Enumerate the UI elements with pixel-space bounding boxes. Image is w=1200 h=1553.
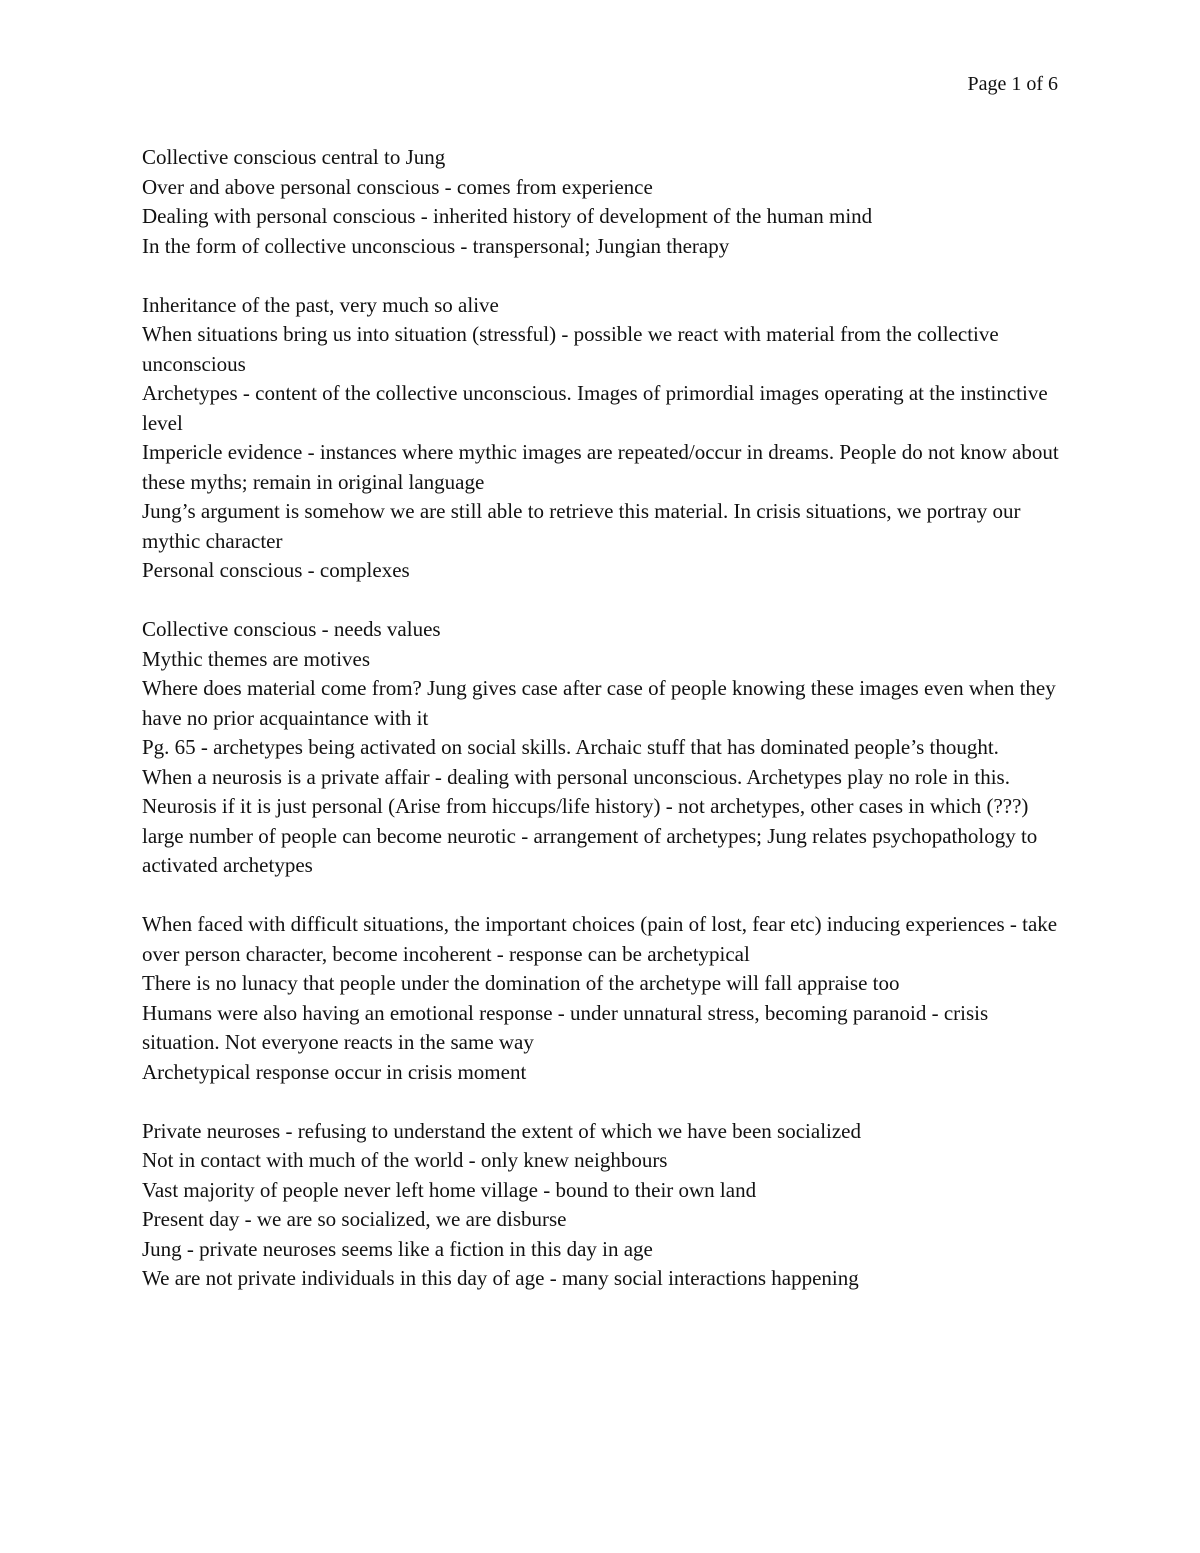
text-line: Impericle evidence - instances where mythic images are repeated/occur in dreams. People do not know about these myths; remain in original language (142, 440, 1059, 494)
text-line: Collective conscious central to Jung (142, 145, 446, 169)
text-line: Collective conscious - needs values (142, 617, 441, 641)
text-line: Jung’s argument is somehow we are still able to retrieve this material. In crisis situations, we portray our mythic character (142, 499, 1021, 553)
text-line: Where does material come from? Jung gives case after case of people knowing these images even when they have no prior acquaintance with it (142, 676, 1056, 730)
page-number: Page 1 of 6 (967, 73, 1058, 95)
text-line: Dealing with personal conscious - inherited history of development of the human mind (142, 204, 873, 228)
text-line: Private neuroses - refusing to understand the extent of which we have been socialized (142, 1118, 862, 1143)
text-line: We are not private individuals in this day of age - many social interactions happening (142, 1266, 859, 1290)
text-line: In the form of collective unconscious - transpersonal; Jungian therapy (142, 233, 730, 258)
text-line: Not in contact with much of the world - only knew neighbours (142, 1148, 668, 1172)
text-line: Present day - we are so socialized, we are disburse (142, 1207, 567, 1231)
text-line: When faced with difficult situations, the important choices (pain of lost, fear etc) inducing experiences - take over person character, become incoherent - response can be archetypical (142, 912, 1058, 966)
text-line: Mythic themes are motives (142, 646, 371, 671)
paragraph-inheritance (142, 291, 1067, 586)
document-body (142, 143, 1067, 1294)
text-line: Jung - private neuroses seems like a fiction in this day in age (142, 1236, 653, 1261)
text-line: Inheritance of the past, very much so alive (142, 292, 499, 317)
paragraph-collective-conscious (142, 143, 1067, 261)
text-line: Personal conscious - complexes (142, 558, 410, 582)
paragraph-needs-values (142, 615, 1067, 881)
text-line: Over and above personal conscious - comes from experience (142, 174, 653, 199)
text-line: Pg. 65 - archetypes being activated on social skills. Archaic stuff that has dominated people’s thought. (142, 735, 999, 759)
text-line: There is no lunacy that people under the domination of the archetype will fall appraise too (142, 971, 900, 995)
paragraph-difficult-situations (142, 910, 1067, 1087)
text-line: Neurosis if it is just personal (Arise from hiccups/life history) - not archetypes, other cases in which (???) (142, 794, 1029, 818)
paragraph-private-neuroses (142, 1117, 1067, 1294)
text-line: Archetypes - content of the collective unconscious. Images of primordial images operating at the instinctive level (142, 381, 1048, 435)
text-line: Humans were also having an emotional response - under unnatural stress, becoming paranoid - crisis situation. Not everyone reacts in the same way (142, 1000, 989, 1054)
text-line: When a neurosis is a private affair - dealing with personal unconscious. Archetypes play no role in this. (142, 764, 1010, 789)
text-line: When situations bring us into situation (stressful) - possible we react with material from the collective unconscious (142, 322, 999, 376)
text-line: large number of people can become neurotic - arrangement of archetypes; Jung relates psychopathology to activated archetypes (142, 823, 1038, 877)
text-line: Vast majority of people never left home village - bound to their own land (142, 1177, 757, 1202)
text-line: Archetypical response occur in crisis moment (142, 1059, 527, 1084)
